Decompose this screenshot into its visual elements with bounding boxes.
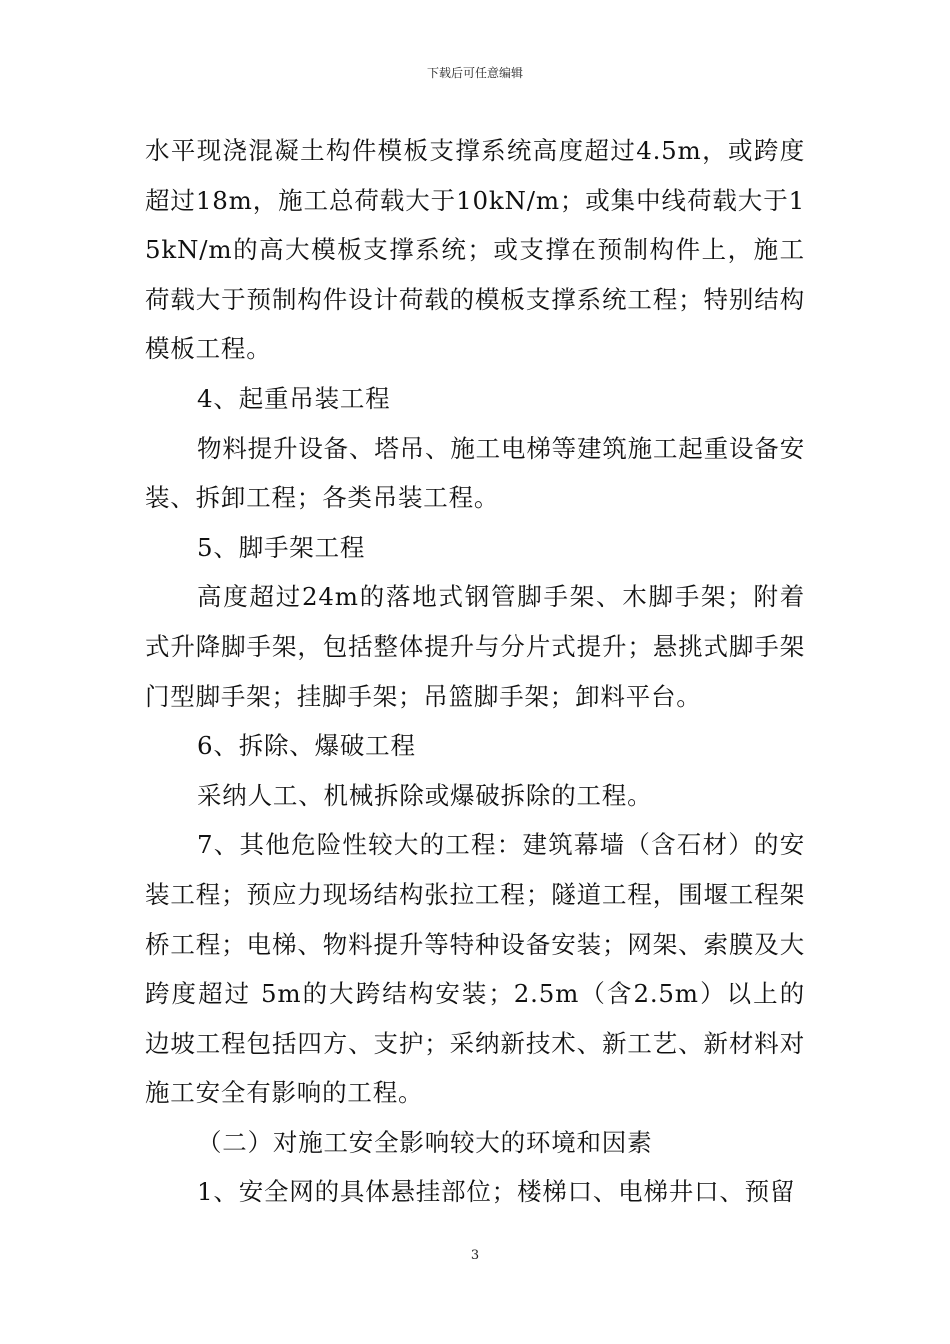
paragraph-formwork-criteria: 水平现浇混凝土构件模板支撑系统高度超过4.5m，或跨度超过18m，施工总荷载大于10kN/m；或集中线荷载大于15kN/m的高大模板支撑系统；或支撑在预制构件上，施工荷载大于预制构件设计荷载的模板支撑系统工程；特别结构模板工程。 xyxy=(145,136,805,364)
document-body xyxy=(145,126,805,1217)
paragraph-lifting-works: 物料提升设备、塔吊、施工电梯等建筑施工起重设备安装、拆卸工程；各类吊装工程。 xyxy=(145,433,805,513)
paragraph-other-dangerous-works: 7、其他危险性较大的工程：建筑幕墙（含石材）的安装工程；预应力现场结构张拉工程；隧道工程，围堰工程架桥工程；电梯、物料提升等特种设备安装；网架、索膜及大跨度超过 5m的大跨结构安装；2.5m（含2.5m）以上的边坡工程包括四方、支护；采纳新技术、新工艺、新材料对施工安全有影响的工程。 xyxy=(145,830,805,1108)
heading-scaffolding-works: 5、脚手架工程 xyxy=(197,532,366,562)
heading-demolition-works: 6、拆除、爆破工程 xyxy=(197,731,416,761)
page-header: 下载后可任意编辑 xyxy=(426,66,523,80)
heading-lifting-works: 4、起重吊装工程 xyxy=(197,383,391,413)
paragraph-demolition-works: 采纳人工、机械拆除或爆破拆除的工程。 xyxy=(197,780,653,810)
paragraph-scaffolding-works: 高度超过24m的落地式钢管脚手架、木脚手架；附着式升降脚手架，包括整体提升与分片式提升；悬挑式脚手架门型脚手架；挂脚手架；吊篮脚手架；卸料平台。 xyxy=(145,582,805,711)
heading-environment-factors: （二）对施工安全影响较大的环境和因素 xyxy=(197,1127,653,1157)
page-number: 3 xyxy=(470,1248,480,1263)
paragraph-safety-net: 1、安全网的具体悬挂部位；楼梯口、电梯井口、预留 xyxy=(197,1177,796,1207)
